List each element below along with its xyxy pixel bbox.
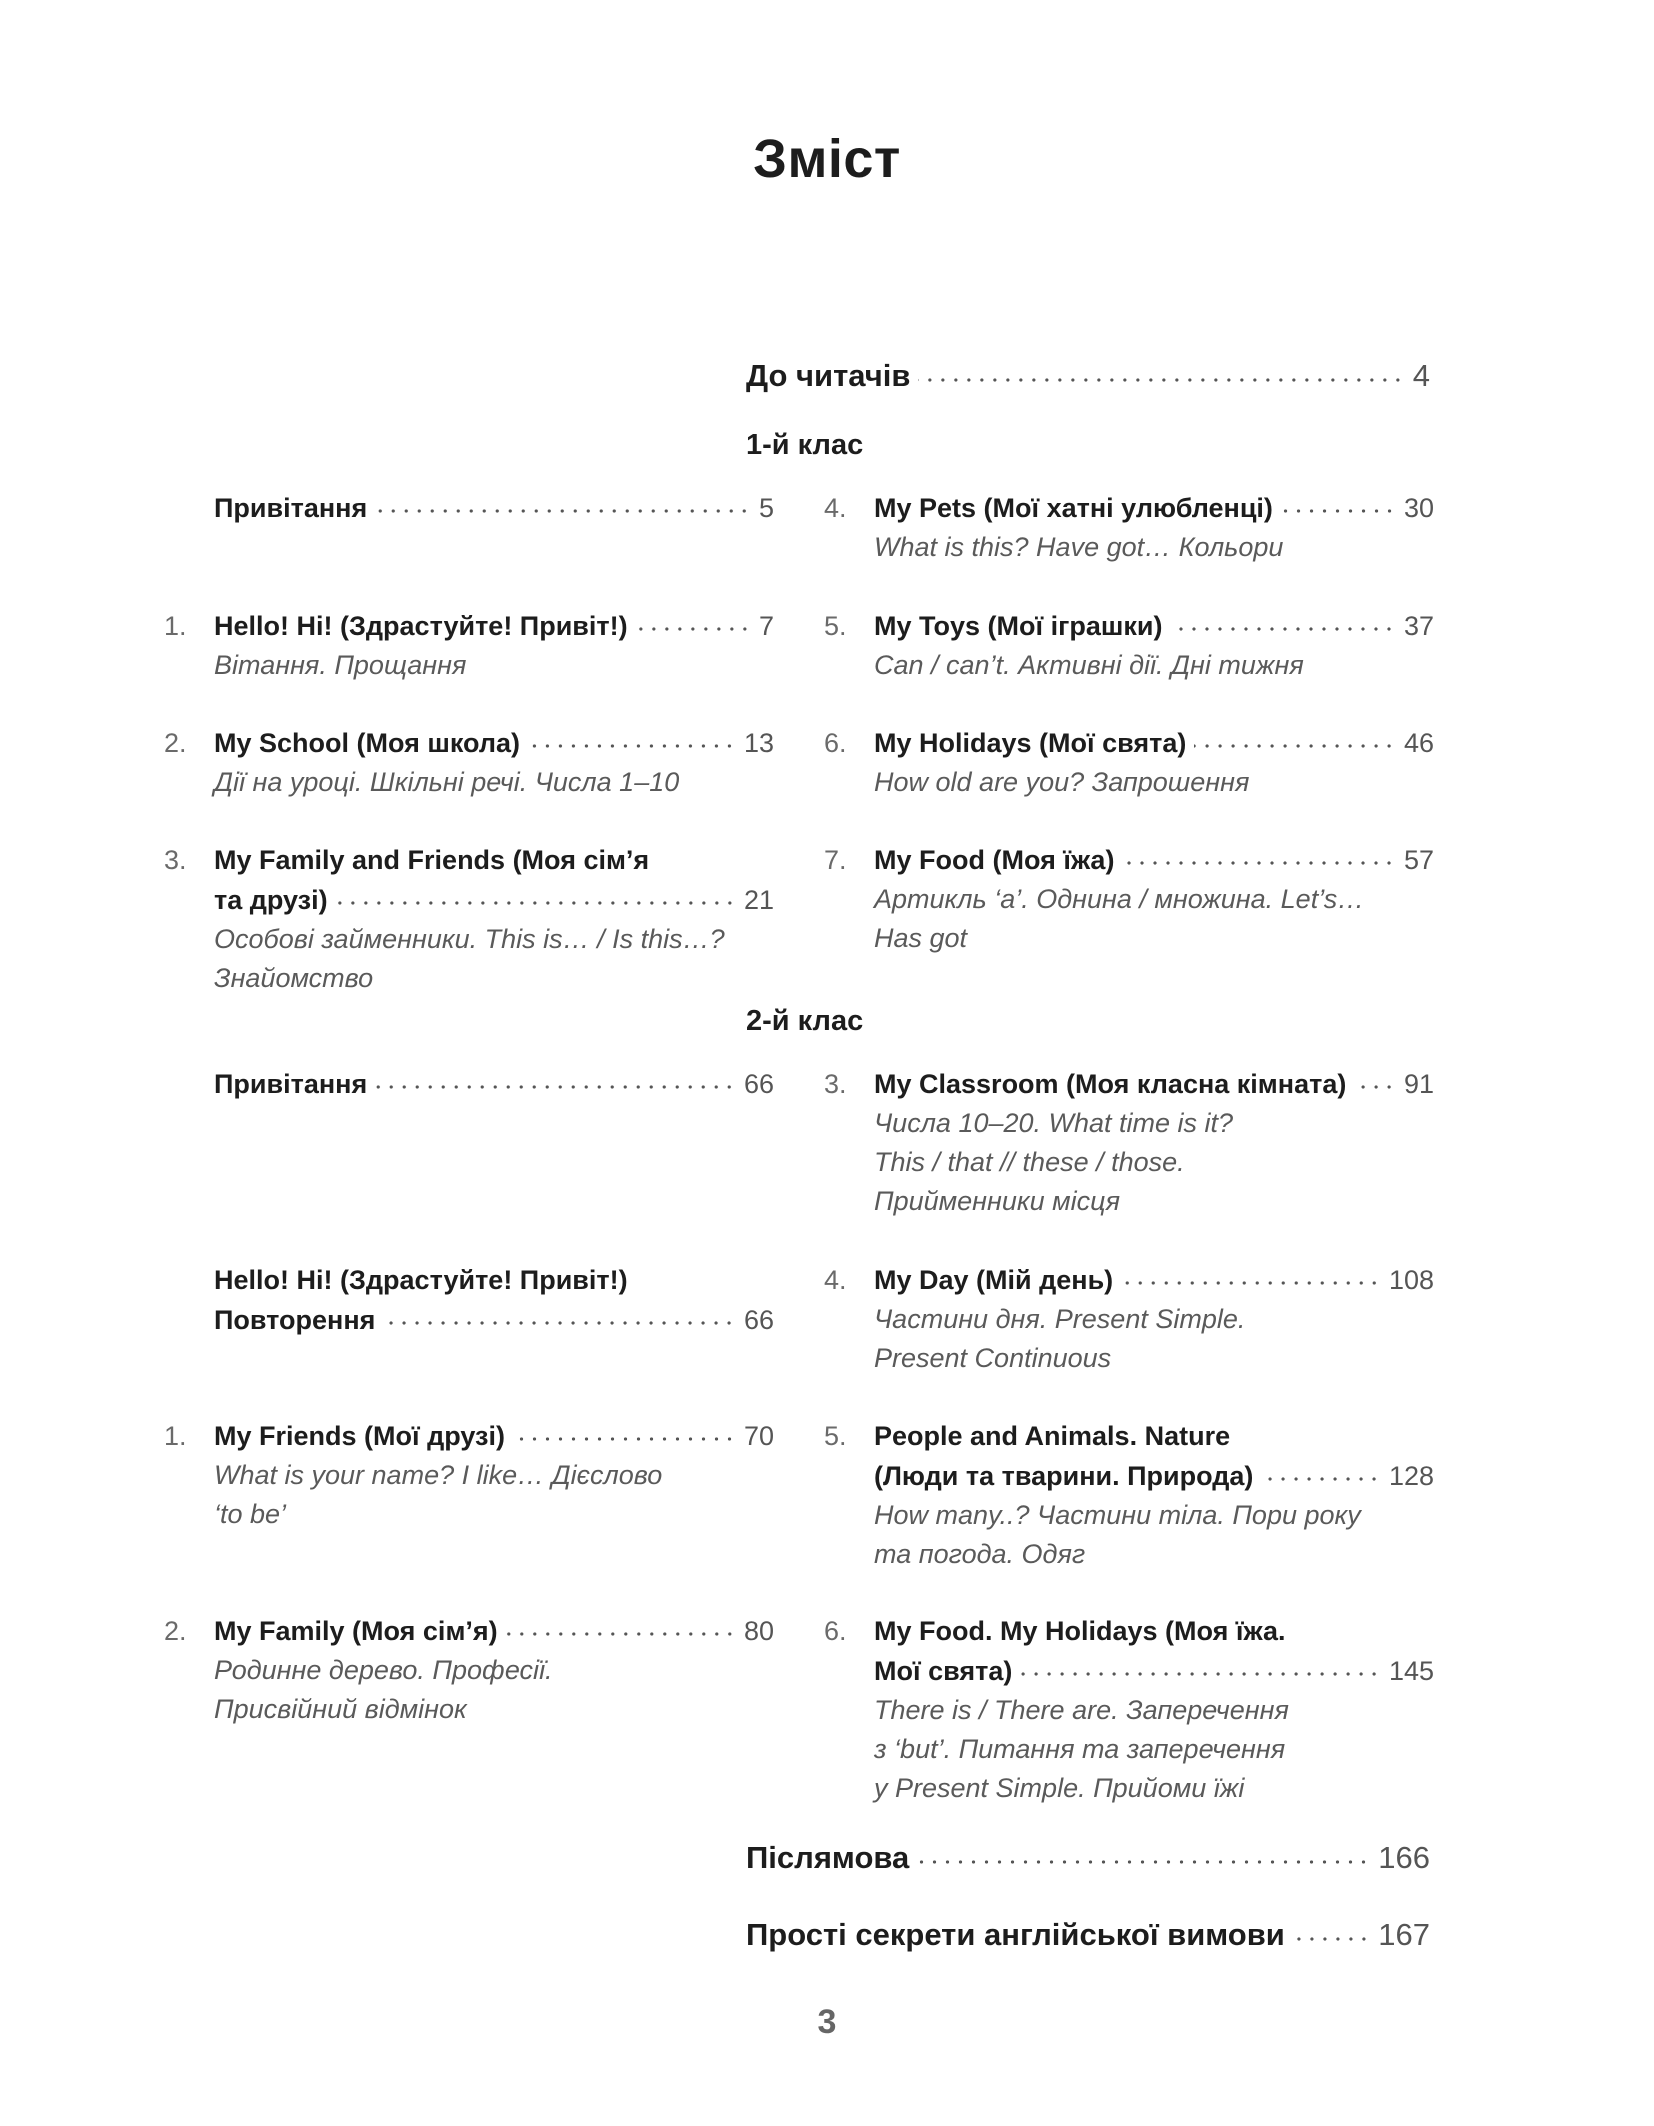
entry-title: Прості секрети англійської вимови — [746, 1917, 1285, 1952]
entry-title: My Food (Моя їжа) — [874, 845, 1115, 875]
dot-leader — [1194, 741, 1396, 751]
entry-page: 66 — [743, 1069, 774, 1099]
entry-topics: What is this? Have got… Кольори — [874, 532, 1284, 562]
entry-topics: Особові займенники. This is… / Is this…? — [214, 924, 725, 954]
unit-number: 6. — [824, 728, 847, 758]
entry-topics: Родинне дерево. Професії. — [214, 1655, 553, 1685]
toc-entry-g1-unit4[interactable] — [824, 488, 1434, 567]
unit-number: 3. — [164, 845, 187, 875]
entry-topics: Артикль ‘a’. Однина / множина. Let’s… — [874, 884, 1365, 914]
toc-entry-g2-unit2[interactable] — [164, 1611, 774, 1729]
entry-topics: How many..? Частини тіла. Пори року — [874, 1500, 1361, 1530]
entry-title: My Classroom (Моя класна кімната) — [874, 1069, 1347, 1099]
entry-topics: Дії на уроці. Шкільні речі. Числа 1–10 — [214, 767, 680, 797]
dot-leader — [1122, 858, 1396, 868]
toc-entry-g2-intro[interactable] — [214, 1064, 774, 1104]
toc-entry-g1-unit5[interactable] — [824, 606, 1434, 685]
unit-number: 1. — [164, 1421, 187, 1451]
entry-title-line1: Hello! Hi! (Здрастуйте! Привіт!) — [214, 1265, 628, 1295]
entry-page: 66 — [743, 1305, 774, 1335]
unit-number: 1. — [164, 611, 187, 641]
entry-title: My Family (Моя сім’я) — [214, 1616, 498, 1646]
entry-title: My School (Моя школа) — [214, 728, 521, 758]
unit-number: 4. — [824, 1265, 847, 1295]
dot-leader — [375, 1082, 736, 1092]
entry-page: 13 — [743, 728, 774, 758]
entry-topics: Прийменники місця — [874, 1186, 1121, 1216]
section-heading-grade2: 2-й клас — [746, 1005, 864, 1037]
page-number: 3 — [817, 2003, 837, 2041]
entry-topics: Числа 10–20. What time is it? — [874, 1108, 1234, 1138]
entry-title-line2: (Люди та тварини. Природа) — [874, 1461, 1254, 1491]
dot-leader — [383, 1318, 736, 1328]
entry-title: Привітання — [214, 1069, 368, 1099]
entry-title-line2: Повторення — [214, 1305, 376, 1335]
dot-leader — [513, 1434, 736, 1444]
toc-entry-g2-review[interactable] — [214, 1260, 774, 1340]
entry-page: 128 — [1388, 1461, 1434, 1491]
entry-topics: Частини дня. Present Simple. — [874, 1304, 1246, 1334]
entry-title: My Holidays (Мої свята) — [874, 728, 1187, 758]
entry-topics: ‘to be’ — [214, 1499, 287, 1529]
entry-page: 5 — [758, 493, 774, 523]
entry-page: 80 — [743, 1616, 774, 1646]
dot-leader — [1261, 1474, 1381, 1484]
entry-page: 7 — [758, 611, 774, 641]
toc-entry-pronunciation[interactable] — [746, 1913, 1430, 1957]
unit-number: 6. — [824, 1616, 847, 1646]
entry-topics: Вітання. Прощання — [214, 650, 467, 680]
entry-title: Hello! Hi! (Здрастуйте! Привіт!) — [214, 611, 628, 641]
toc-entry-g1-unit3[interactable] — [164, 840, 774, 998]
dot-leader — [1020, 1669, 1381, 1679]
entry-title-line1: My Food. My Holidays (Моя їжа. — [874, 1616, 1286, 1646]
toc-entry-g1-unit2[interactable] — [164, 723, 774, 802]
dot-leader — [1121, 1278, 1381, 1288]
dot-leader — [528, 741, 736, 751]
entry-page: 91 — [1403, 1069, 1434, 1099]
unit-number: 2. — [164, 728, 187, 758]
toc-entry-g1-unit6[interactable] — [824, 723, 1434, 802]
toc-entry-g1-intro[interactable] — [214, 488, 774, 528]
entry-title: До читачів — [746, 358, 911, 393]
entry-topics: Has got — [874, 923, 968, 953]
entry-page: 37 — [1403, 611, 1434, 641]
entry-topics: Can / can’t. Активні дії. Дні тижня — [874, 650, 1304, 680]
unit-number: 4. — [824, 493, 847, 523]
unit-number: 7. — [824, 845, 847, 875]
dot-leader — [1170, 624, 1395, 634]
entry-title: My Friends (Мої друзі) — [214, 1421, 505, 1451]
entry-topics: How old are you? Запрошення — [874, 767, 1250, 797]
unit-number: 2. — [164, 1616, 187, 1646]
entry-title-line2: Мої свята) — [874, 1656, 1013, 1686]
toc-entry-g2-unit5[interactable] — [824, 1416, 1434, 1574]
entry-topics: Присвійний відмінок — [214, 1694, 467, 1724]
dot-leader — [1293, 1934, 1370, 1944]
entry-page: 167 — [1378, 1917, 1430, 1952]
entry-page: 21 — [743, 885, 774, 915]
toc-entry-g2-unit4[interactable] — [824, 1260, 1434, 1378]
entry-page: 4 — [1412, 358, 1430, 393]
entry-page: 108 — [1388, 1265, 1434, 1295]
dot-leader — [918, 375, 1404, 385]
entry-title-line1: My Family and Friends (Моя сім’я — [214, 845, 650, 875]
dot-leader — [1354, 1082, 1396, 1092]
entry-topics: та погода. Одяг — [874, 1539, 1086, 1569]
entry-page: 70 — [743, 1421, 774, 1451]
toc-entry-g1-unit7[interactable] — [824, 840, 1434, 958]
toc-entry-g1-unit1[interactable] — [164, 606, 774, 685]
entry-topics: Present Continuous — [874, 1343, 1112, 1373]
entry-title-line2: та друзі) — [214, 885, 328, 915]
toc-entry-g2-unit1[interactable] — [164, 1416, 774, 1534]
entry-title-line1: People and Animals. Nature — [874, 1421, 1231, 1451]
dot-leader — [1281, 506, 1396, 516]
unit-number: 5. — [824, 1421, 847, 1451]
dot-leader — [375, 506, 751, 516]
toc-entry-to-readers[interactable] — [746, 354, 1430, 398]
entry-page: 166 — [1378, 1840, 1430, 1875]
entry-page: 57 — [1403, 845, 1434, 875]
toc-entry-g2-unit6[interactable] — [824, 1611, 1434, 1808]
section-heading-grade1: 1-й клас — [746, 429, 864, 461]
entry-topics: What is your name? I like… Дієслово — [214, 1460, 663, 1490]
dot-leader — [636, 624, 751, 634]
entry-title: My Toys (Мої іграшки) — [874, 611, 1163, 641]
unit-number: 3. — [824, 1069, 847, 1099]
entry-page: 30 — [1403, 493, 1434, 523]
toc-entry-afterword[interactable] — [746, 1836, 1430, 1880]
dot-leader — [506, 1629, 736, 1639]
page-title: Зміст — [753, 129, 901, 189]
entry-title: Післямова — [746, 1840, 910, 1875]
toc-entry-g2-unit3[interactable] — [824, 1064, 1434, 1221]
entry-page: 46 — [1403, 728, 1434, 758]
unit-number: 5. — [824, 611, 847, 641]
entry-topics: Знайомство — [214, 963, 374, 993]
entry-title: Привітання — [214, 493, 368, 523]
dot-leader — [917, 1857, 1370, 1867]
entry-topics: з ‘but’. Питання та заперечення — [874, 1734, 1286, 1764]
entry-topics: This / that // these / those. — [874, 1147, 1185, 1177]
entry-topics: There is / There are. Заперечення — [874, 1695, 1289, 1725]
dot-leader — [336, 898, 736, 908]
entry-topics: у Present Simple. Прийоми їжі — [874, 1773, 1245, 1803]
entry-title: My Day (Мій день) — [874, 1265, 1114, 1295]
entry-title: My Pets (Мої хатні улюбленці) — [874, 493, 1273, 523]
entry-page: 145 — [1388, 1656, 1434, 1686]
